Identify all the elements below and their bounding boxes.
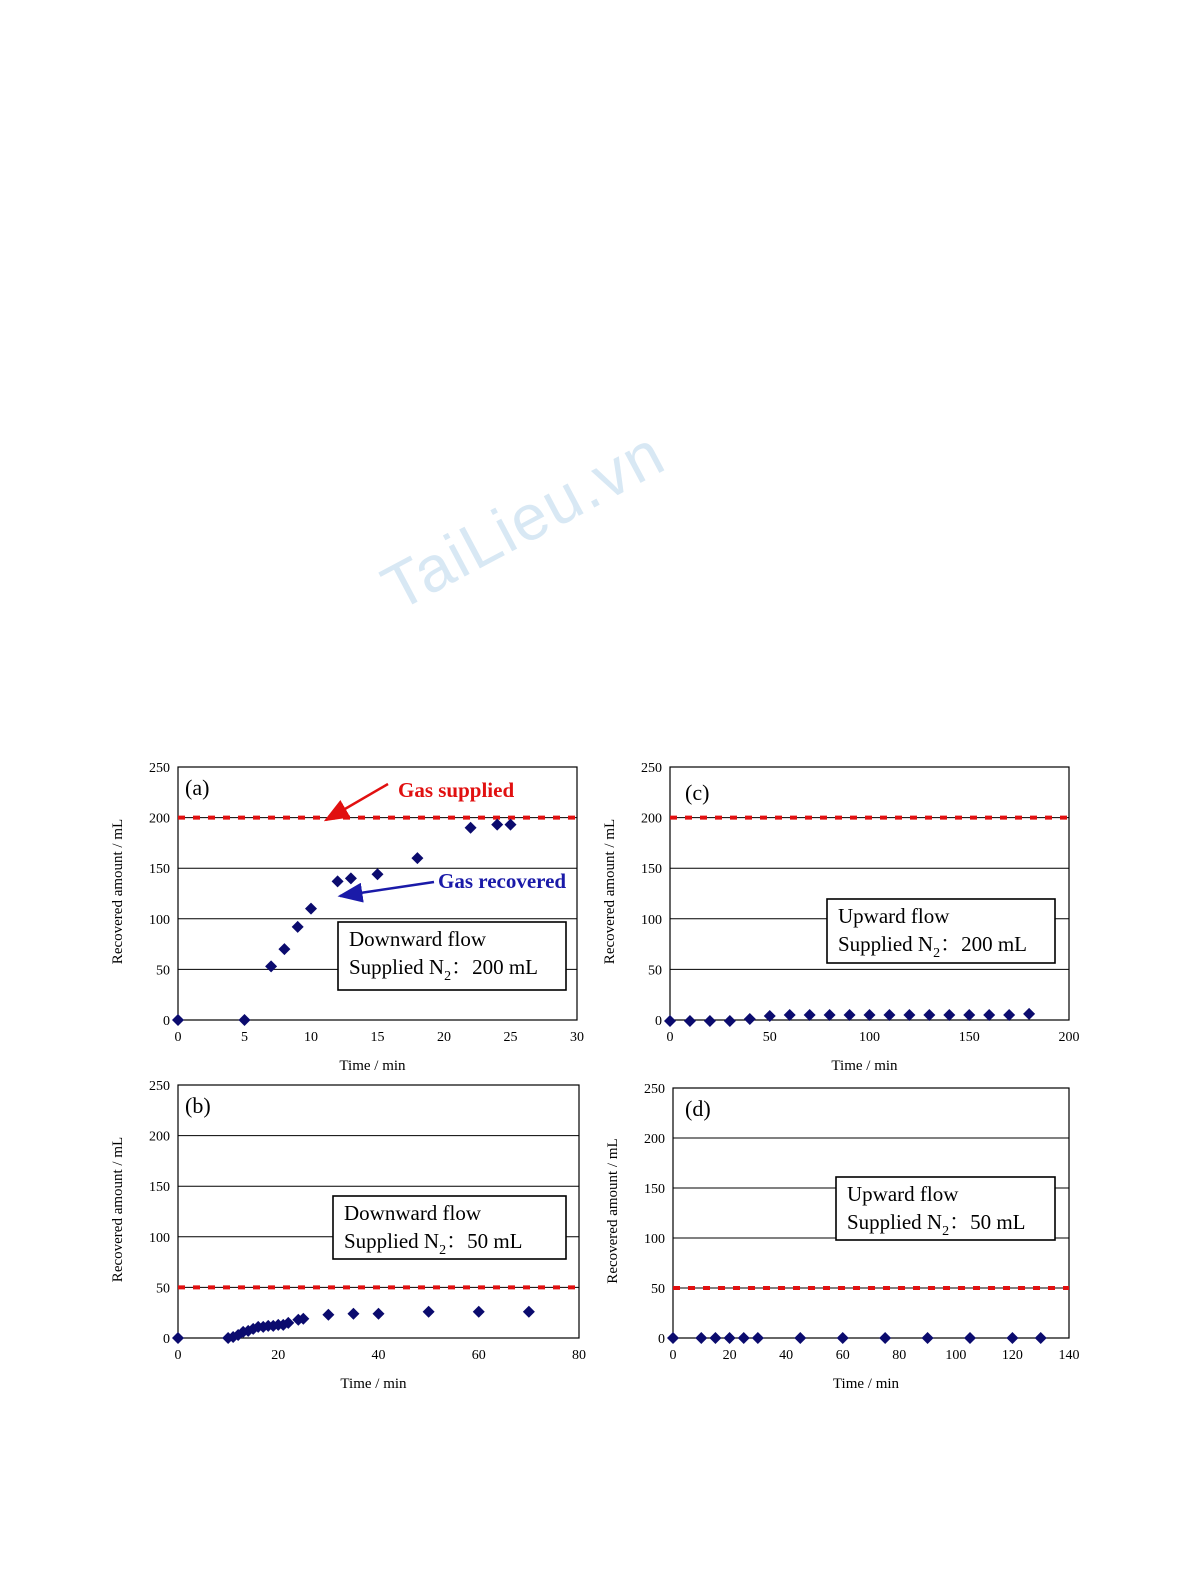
data-point — [664, 1015, 676, 1027]
plot-area-frame — [670, 767, 1069, 1020]
data-point — [345, 872, 357, 884]
data-point — [491, 819, 503, 831]
y-tick-label: 150 — [644, 1182, 665, 1197]
condition-legend-box — [333, 1196, 566, 1259]
data-point — [824, 1009, 836, 1021]
x-tick-label: 140 — [1058, 1348, 1080, 1363]
data-point — [922, 1332, 934, 1344]
y-tick-label: 100 — [641, 912, 662, 928]
y-tick-label: 250 — [149, 761, 170, 776]
y-tick-label: 150 — [149, 862, 170, 878]
watermark: TaiLieu.vn — [370, 416, 677, 625]
y-tick-label: 0 — [658, 1332, 665, 1347]
data-point — [411, 852, 423, 864]
y-tick-label: 200 — [641, 811, 662, 827]
x-tick-label: 40 — [779, 1348, 794, 1363]
condition-legend-box — [827, 899, 1055, 963]
x-tick-label: 0 — [174, 1030, 182, 1045]
y-tick-label: 0 — [163, 1332, 170, 1347]
data-point — [903, 1009, 915, 1021]
data-point — [709, 1332, 721, 1344]
x-tick-label: 5 — [241, 1030, 248, 1045]
x-tick-label: 100 — [859, 1030, 880, 1045]
y-axis-title: Recovered amount / mL — [110, 818, 126, 965]
x-tick-label: 0 — [174, 1348, 182, 1363]
x-tick-label: 150 — [958, 1030, 980, 1045]
condition-flow-label: Upward flow — [838, 904, 950, 928]
data-point — [523, 1306, 535, 1318]
y-axis-title: Recovered amount / mL — [110, 1136, 126, 1283]
data-point — [963, 1009, 975, 1021]
y-tick-label: 150 — [641, 862, 662, 878]
x-tick-label: 200 — [1058, 1030, 1080, 1045]
x-tick-label: 20 — [271, 1348, 286, 1363]
data-point — [844, 1009, 856, 1021]
y-tick-label: 50 — [651, 1282, 665, 1297]
data-point — [724, 1332, 736, 1344]
y-tick-label: 100 — [149, 1230, 170, 1246]
y-tick-label: 100 — [149, 912, 170, 928]
condition-legend-box — [338, 922, 566, 990]
data-point — [704, 1015, 716, 1027]
data-point — [684, 1015, 696, 1027]
data-point — [804, 1009, 816, 1021]
data-point — [752, 1332, 764, 1344]
x-tick-label: 40 — [371, 1348, 386, 1363]
data-point — [239, 1014, 251, 1026]
y-tick-label: 250 — [644, 1082, 665, 1097]
data-point — [373, 1308, 385, 1320]
y-tick-label: 150 — [149, 1180, 170, 1196]
chart-panel-b — [110, 1079, 586, 1392]
y-tick-label: 100 — [644, 1232, 665, 1247]
data-point — [784, 1009, 796, 1021]
x-tick-label: 80 — [572, 1348, 586, 1363]
panel-label: (d) — [685, 1096, 711, 1121]
gas-supplied-label: Gas supplied — [398, 778, 515, 802]
data-point — [964, 1332, 976, 1344]
condition-supplied-label: Supplied $N_2$：50 mL — [847, 1210, 1026, 1239]
data-point — [943, 1009, 955, 1021]
y-tick-label: 0 — [163, 1014, 170, 1029]
y-tick-label: 250 — [149, 1079, 170, 1094]
data-point — [465, 822, 477, 834]
data-point — [883, 1009, 895, 1021]
data-point — [347, 1308, 359, 1320]
x-tick-label: 10 — [304, 1030, 318, 1045]
condition-supplied-label: Supplied $N_2$：50 mL — [344, 1229, 523, 1258]
data-point — [473, 1306, 485, 1318]
data-point — [322, 1309, 334, 1321]
x-tick-label: 15 — [370, 1030, 385, 1045]
x-axis-title: Time / min — [339, 1058, 406, 1074]
y-tick-label: 50 — [648, 963, 662, 979]
data-point — [278, 943, 290, 955]
x-tick-label: 25 — [503, 1030, 518, 1045]
data-point — [738, 1332, 750, 1344]
condition-supplied-label: Supplied $N_2$：200 mL — [838, 932, 1028, 961]
condition-flow-label: Downward flow — [344, 1201, 482, 1225]
data-point — [667, 1332, 679, 1344]
data-point — [1006, 1332, 1018, 1344]
data-point — [794, 1332, 806, 1344]
condition-legend-box — [836, 1177, 1055, 1240]
gas-supplied-annotation — [326, 778, 514, 820]
data-point — [1035, 1332, 1047, 1344]
panel-label: (c) — [685, 780, 710, 805]
y-tick-label: 250 — [641, 761, 662, 776]
data-point — [923, 1009, 935, 1021]
data-point — [1023, 1008, 1035, 1020]
data-point — [505, 819, 517, 831]
data-point — [983, 1009, 995, 1021]
x-tick-label: 20 — [722, 1348, 737, 1363]
panel-label: (a) — [185, 775, 210, 800]
x-tick-label: 120 — [1001, 1348, 1023, 1363]
data-point — [172, 1332, 184, 1344]
data-point — [744, 1013, 756, 1025]
y-tick-label: 200 — [149, 1129, 170, 1145]
x-tick-label: 0 — [666, 1030, 674, 1045]
data-point — [305, 903, 317, 915]
chart-panel-d — [605, 1082, 1080, 1392]
x-axis-title: Time / min — [832, 1376, 900, 1392]
data-point — [332, 875, 344, 887]
x-tick-label: 20 — [437, 1030, 451, 1045]
condition-flow-label: Upward flow — [847, 1182, 959, 1206]
chart-panel-c — [602, 761, 1080, 1074]
data-point — [695, 1332, 707, 1344]
data-point — [837, 1332, 849, 1344]
x-tick-label: 30 — [570, 1030, 584, 1045]
data-point — [423, 1306, 435, 1318]
x-tick-label: 60 — [471, 1348, 486, 1363]
x-tick-label: 100 — [945, 1348, 967, 1363]
data-point — [172, 1014, 184, 1026]
data-point — [864, 1009, 876, 1021]
data-point — [879, 1332, 891, 1344]
data-point — [372, 868, 384, 880]
data-point — [292, 921, 304, 933]
x-axis-title: Time / min — [340, 1376, 407, 1392]
x-tick-label: 80 — [892, 1348, 907, 1363]
y-tick-label: 0 — [655, 1014, 662, 1029]
panel-label: (b) — [185, 1093, 211, 1118]
x-tick-label: 60 — [835, 1348, 850, 1363]
gas-recovered-label: Gas recovered — [438, 869, 567, 893]
y-tick-label: 50 — [156, 1281, 170, 1297]
y-tick-label: 50 — [156, 963, 170, 979]
data-point — [1003, 1009, 1015, 1021]
data-point — [265, 960, 277, 972]
y-axis-title: Recovered amount / mL — [605, 1138, 621, 1284]
x-axis-title: Time / min — [831, 1058, 898, 1074]
y-axis-title: Recovered amount / mL — [602, 818, 618, 965]
y-tick-label: 200 — [644, 1132, 665, 1147]
condition-flow-label: Downward flow — [349, 927, 487, 951]
y-tick-label: 200 — [149, 811, 170, 827]
x-tick-label: 50 — [762, 1030, 777, 1045]
data-point — [724, 1015, 736, 1027]
condition-supplied-label: Supplied $N_2$：200 mL — [349, 955, 539, 984]
x-tick-label: 0 — [669, 1348, 677, 1363]
